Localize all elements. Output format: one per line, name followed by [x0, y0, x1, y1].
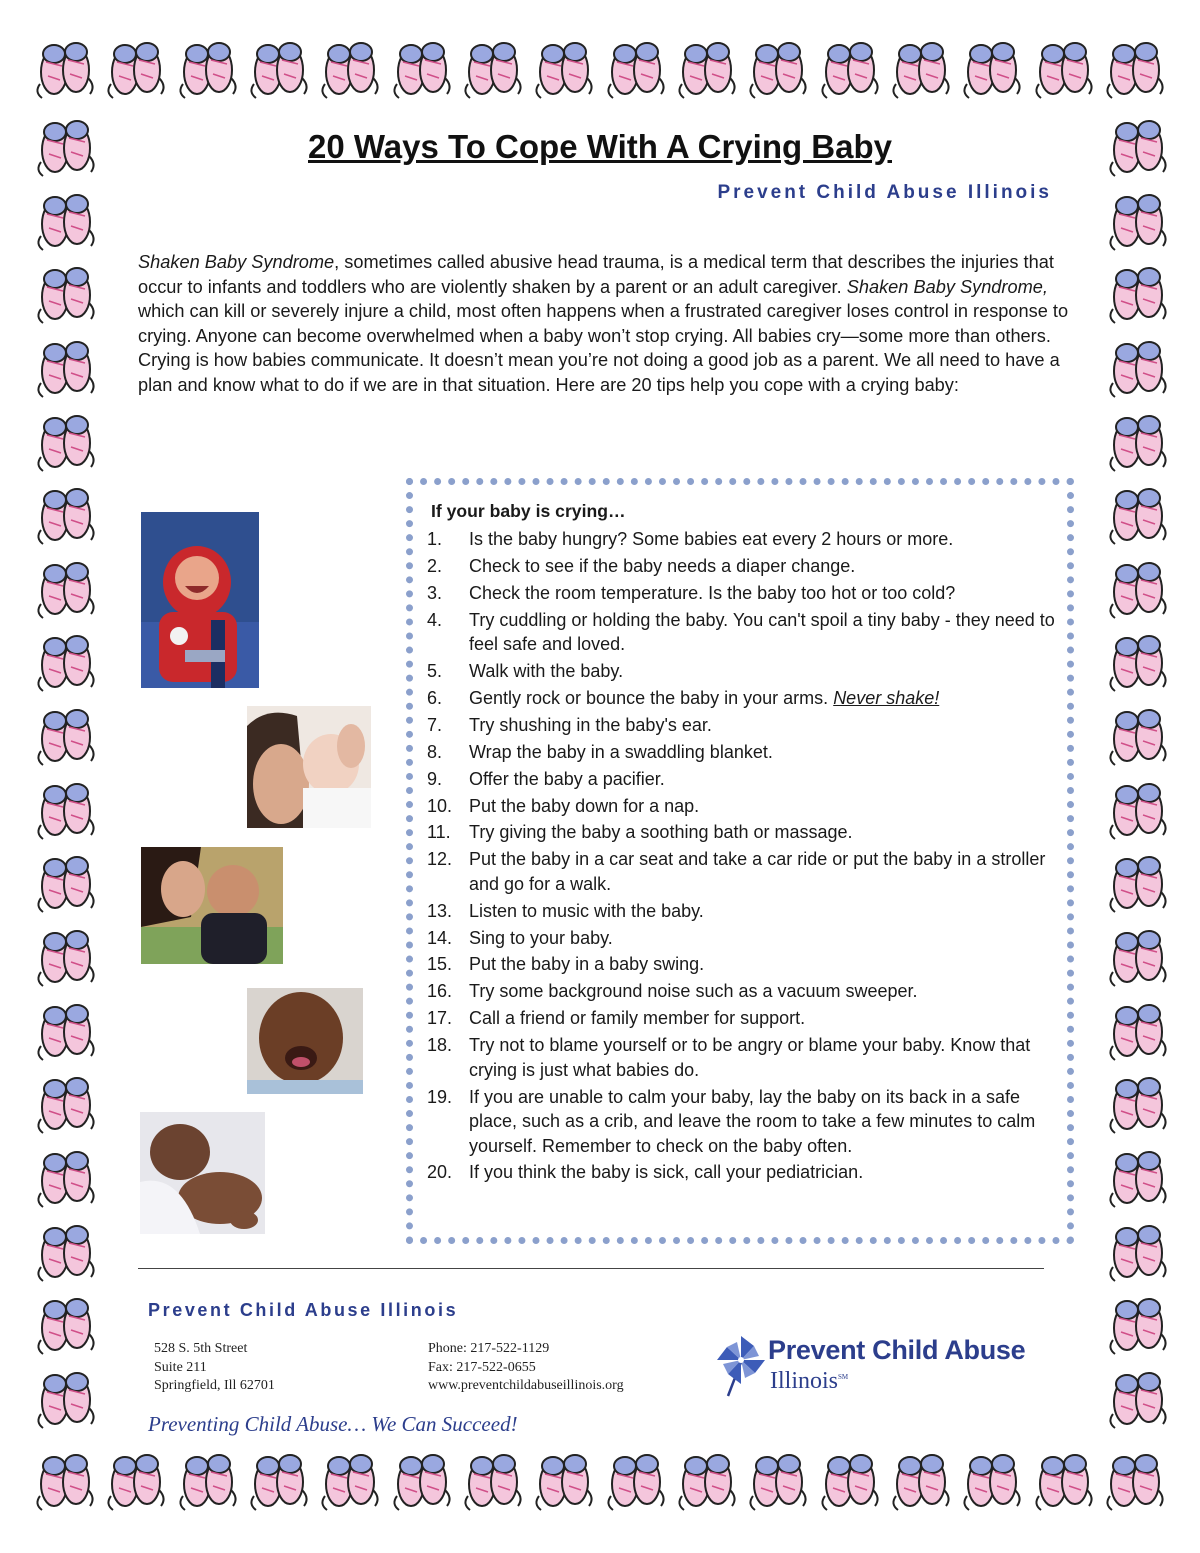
- tip-text-main: Try some background noise such as a vacuum sweeper.: [469, 981, 918, 1002]
- tip-text-main: Put the baby down for a nap.: [469, 795, 700, 816]
- intro-part-1: , sometimes called abusive head trauma, is a medical term that describes the injuries that occur to infants and toddlers who are violently shaken by a parent or an adult caregiver.: [138, 252, 1054, 297]
- tip-item: [427, 979, 1067, 1004]
- tip-text: [469, 740, 1067, 765]
- tip-number: 9.: [427, 768, 443, 789]
- tip-text-main: Call a friend or family member for support.: [469, 1008, 806, 1029]
- tip-item: [427, 820, 1067, 845]
- address-line-2: Suite 211: [154, 1359, 207, 1375]
- tip-text-main: Try not to blame yourself or to be angry or blame your baby. Know that crying is just what babies do.: [469, 1035, 1031, 1080]
- baby-shoe-icon: [1103, 1362, 1173, 1430]
- tip-number: 17.: [427, 1008, 453, 1029]
- baby-shoe-icon: [1103, 478, 1173, 546]
- baby-shoe-icon: [1103, 405, 1173, 473]
- tip-text: [469, 926, 1067, 951]
- tip-text-main: Gently rock or bounce the baby in your arms.: [469, 687, 834, 708]
- baby-shoe-icon: [387, 1444, 457, 1512]
- baby-shoe-icon: [672, 1444, 742, 1512]
- tip-item: [427, 554, 1067, 579]
- baby-shoe-icon: [31, 1215, 101, 1283]
- baby-shoe-icon: [31, 994, 101, 1062]
- tip-item: [427, 794, 1067, 819]
- footer-divider: [138, 1268, 1044, 1269]
- tip-text-main: If you think the baby is sick, call your pediatrician.: [469, 1162, 864, 1183]
- intro-term-1: Shaken Baby Syndrome: [138, 252, 335, 272]
- tip-item: [427, 952, 1067, 977]
- baby-shoe-icon: [1103, 331, 1173, 399]
- tip-number: 11.: [427, 822, 451, 843]
- tip-text-main: If you are unable to calm your baby, lay the baby on its back in a safe place, such as a crib, and leave the room to take a few minutes to calm yourself. Remember to check on the baby often.: [469, 1086, 1036, 1156]
- tip-text: [469, 686, 1067, 711]
- tip-item: [427, 926, 1067, 951]
- tip-number: 19.: [427, 1086, 453, 1107]
- baby-shoe-icon: [31, 1067, 101, 1135]
- baby-shoe-icon: [31, 1362, 101, 1430]
- tip-number: 18.: [427, 1035, 453, 1056]
- logo-state: Illinois: [770, 1368, 839, 1394]
- baby-shoe-icon: [31, 478, 101, 546]
- baby-shoe-icon: [173, 1444, 243, 1512]
- tip-number: 3.: [427, 582, 443, 603]
- baby-shoe-icon: [672, 32, 742, 100]
- tip-item: [427, 740, 1067, 765]
- baby-shoe-icon: [1100, 1444, 1170, 1512]
- phone-number: Phone: 217-522-1129: [428, 1341, 550, 1356]
- tip-text-main: Try shushing in the baby's ear.: [469, 714, 712, 735]
- tip-text: [469, 767, 1067, 792]
- tip-item: [427, 713, 1067, 738]
- tip-emphasis: Never shake!: [833, 687, 940, 708]
- tip-number: 8.: [427, 741, 443, 762]
- baby-shoe-icon: [601, 1444, 671, 1512]
- website-link[interactable]: www.preventchildabuseillinois.org: [428, 1378, 624, 1393]
- tip-item: [427, 527, 1067, 552]
- baby-shoe-icon: [31, 1141, 101, 1209]
- baby-shoe-icon: [31, 699, 101, 767]
- baby-shoe-icon: [743, 1444, 813, 1512]
- tip-text: [469, 554, 1067, 579]
- baby-shoe-icon: [30, 1444, 100, 1512]
- tip-text: [469, 1006, 1067, 1031]
- tip-number: 6.: [427, 687, 443, 708]
- baby-shoe-icon: [1103, 773, 1173, 841]
- tip-number: 16.: [427, 981, 453, 1002]
- tip-item: [427, 608, 1067, 657]
- tip-text: [469, 1085, 1067, 1159]
- tip-text-main: Sing to your baby.: [469, 927, 613, 948]
- tip-item: [427, 1006, 1067, 1031]
- baby-shoe-icon: [957, 32, 1027, 100]
- tip-number: 7.: [427, 714, 443, 735]
- baby-shoe-icon: [1103, 699, 1173, 767]
- address-line-3: Springfield, Ill 62701: [154, 1378, 275, 1393]
- tip-number: 10.: [427, 795, 453, 816]
- baby-shoe-icon: [1029, 32, 1099, 100]
- baby-shoe-icon: [1103, 846, 1173, 914]
- baby-shoe-icon: [1103, 1067, 1173, 1135]
- photo-baby-in-car-seat: [141, 512, 259, 688]
- fax-number: Fax: 217-522-0655: [428, 1359, 536, 1375]
- baby-shoe-icon: [31, 331, 101, 399]
- tip-text: [469, 527, 1067, 552]
- tip-text-main: Wrap the baby in a swaddling blanket.: [469, 741, 773, 762]
- tip-text-main: Put the baby in a car seat and take a car ride or put the baby in a stroller and go for a walk.: [469, 849, 1046, 894]
- baby-shoe-icon: [529, 32, 599, 100]
- baby-shoe-icon: [315, 1444, 385, 1512]
- baby-shoe-icon: [101, 1444, 171, 1512]
- tip-text-main: Try giving the baby a soothing bath or massage.: [469, 822, 853, 843]
- intro-term-2: Shaken Baby Syndrome,: [846, 276, 1048, 297]
- tip-number: 20.: [427, 1162, 453, 1183]
- baby-shoe-icon: [173, 32, 243, 100]
- baby-shoe-icon: [31, 257, 101, 325]
- baby-shoe-icon: [743, 32, 813, 100]
- baby-shoe-icon: [31, 846, 101, 914]
- tip-text: [469, 794, 1067, 819]
- photo-sleeping-baby: [140, 1112, 265, 1234]
- header-organization: Prevent Child Abuse Illinois: [717, 182, 1052, 203]
- baby-shoe-icon: [1103, 625, 1173, 693]
- tip-text-main: Check to see if the baby needs a diaper change.: [469, 555, 856, 576]
- intro-paragraph: [138, 250, 1073, 398]
- baby-shoe-icon: [244, 32, 314, 100]
- baby-shoe-icon: [31, 773, 101, 841]
- border-right: [1100, 110, 1175, 1430]
- baby-shoe-icon: [957, 1444, 1027, 1512]
- baby-shoe-icon: [815, 32, 885, 100]
- tip-text: [469, 979, 1067, 1004]
- baby-shoe-icon: [30, 32, 100, 100]
- tip-number: 1.: [427, 529, 443, 549]
- tip-text-main: Try cuddling or holding the baby. You can't spoil a tiny baby - they need to feel safe and loved.: [469, 609, 1055, 655]
- baby-shoe-icon: [101, 32, 171, 100]
- baby-shoe-icon: [1103, 994, 1173, 1062]
- baby-shoe-icon: [886, 32, 956, 100]
- tip-item: [427, 767, 1067, 792]
- baby-shoe-icon: [31, 1288, 101, 1356]
- baby-shoe-icon: [31, 405, 101, 473]
- baby-shoe-icon: [31, 552, 101, 620]
- baby-shoe-icon: [31, 625, 101, 693]
- tip-text-main: Check the room temperature. Is the baby too hot or too cold?: [469, 582, 956, 603]
- baby-shoe-icon: [1103, 920, 1173, 988]
- tip-item: [427, 686, 1067, 711]
- tip-number: 4.: [427, 609, 443, 630]
- baby-shoe-icon: [31, 920, 101, 988]
- baby-shoe-icon: [1103, 1288, 1173, 1356]
- border-left: [28, 110, 103, 1430]
- page-title: 20 Ways To Cope With A Crying Baby: [308, 128, 892, 165]
- baby-shoe-icon: [387, 32, 457, 100]
- tip-number: 12.: [427, 849, 453, 870]
- pinwheel-icon: [714, 1332, 768, 1398]
- baby-shoe-icon: [1103, 1141, 1173, 1209]
- logo-text-line-2: [770, 1368, 848, 1395]
- baby-shoe-icon: [1103, 552, 1173, 620]
- tip-text-main: Offer the baby a pacifier.: [469, 768, 665, 789]
- baby-shoe-icon: [601, 32, 671, 100]
- baby-shoe-icon: [31, 184, 101, 252]
- baby-shoe-icon: [529, 1444, 599, 1512]
- tip-text: [469, 1160, 1067, 1185]
- baby-shoe-icon: [1103, 257, 1173, 325]
- tip-item: [427, 847, 1067, 896]
- baby-shoe-icon: [1103, 1215, 1173, 1283]
- tips-heading: If your baby is crying…: [431, 501, 626, 521]
- tips-box: [406, 478, 1074, 1244]
- tip-item: [427, 1033, 1067, 1082]
- baby-shoe-icon: [458, 32, 528, 100]
- tip-text: [469, 608, 1067, 657]
- intro-part-2: which can kill or severely injure a child, most often happens when a frustrated caregiver loses control in response to crying. Anyone can become overwhelmed when a baby won’t stop crying. All babies cry—some more than others. Crying is how babies communicate. It doesn’t mean you’re not doing a good job as a parent. We all need to have a plan and know what to do if we are in that situation. Here are 20 tips help you cope with a crying baby:: [138, 301, 1069, 395]
- tip-text-main: Is the baby hungry? Some babies eat every 2 hours or more.: [469, 529, 954, 549]
- baby-shoe-icon: [815, 1444, 885, 1512]
- tip-item: [427, 1085, 1067, 1159]
- tip-text-main: Put the baby in a baby swing.: [469, 954, 705, 975]
- tip-text: [469, 899, 1067, 924]
- photo-crying-baby: [247, 988, 363, 1094]
- address-line-1: 528 S. 5th Street: [154, 1341, 248, 1356]
- border-top: [30, 28, 1170, 103]
- border-bottom: [30, 1440, 1170, 1515]
- tip-text: [469, 820, 1067, 845]
- tip-item: [427, 581, 1067, 606]
- logo-text-line-1: Prevent Child Abuse: [768, 1335, 1026, 1365]
- tip-number: 2.: [427, 555, 443, 576]
- tip-text: [469, 581, 1067, 606]
- baby-shoe-icon: [315, 32, 385, 100]
- tip-number: 13.: [427, 900, 453, 921]
- tip-text: [469, 659, 1067, 684]
- footer-contact: [428, 1340, 624, 1396]
- tip-text: [469, 847, 1067, 896]
- baby-shoe-icon: [1029, 1444, 1099, 1512]
- footer-address: [154, 1340, 275, 1396]
- tip-text-main: Walk with the baby.: [469, 661, 624, 682]
- logo-service-mark: SM: [838, 1373, 849, 1381]
- tip-item: [427, 659, 1067, 684]
- organization-logo: [714, 1332, 1074, 1398]
- tip-number: 5.: [427, 661, 443, 682]
- baby-shoe-icon: [244, 1444, 314, 1512]
- tip-text: [469, 1033, 1067, 1082]
- baby-shoe-icon: [886, 1444, 956, 1512]
- tip-number: 15.: [427, 954, 453, 975]
- tip-number: 14.: [427, 927, 453, 948]
- tip-text: [469, 952, 1067, 977]
- tip-text: [469, 713, 1067, 738]
- photo-father-kissing-baby: [247, 706, 371, 828]
- tip-item: [427, 1160, 1067, 1185]
- tips-list: [427, 527, 1067, 1187]
- footer-organization: Prevent Child Abuse Illinois: [148, 1300, 459, 1320]
- tip-item: [427, 899, 1067, 924]
- baby-shoe-icon: [1100, 32, 1170, 100]
- footer-tagline: Preventing Child Abuse… We Can Succeed!: [148, 1412, 518, 1436]
- photo-mother-with-baby: [141, 847, 283, 964]
- tip-text-main: Listen to music with the baby.: [469, 900, 704, 921]
- baby-shoe-icon: [1103, 184, 1173, 252]
- baby-shoe-icon: [458, 1444, 528, 1512]
